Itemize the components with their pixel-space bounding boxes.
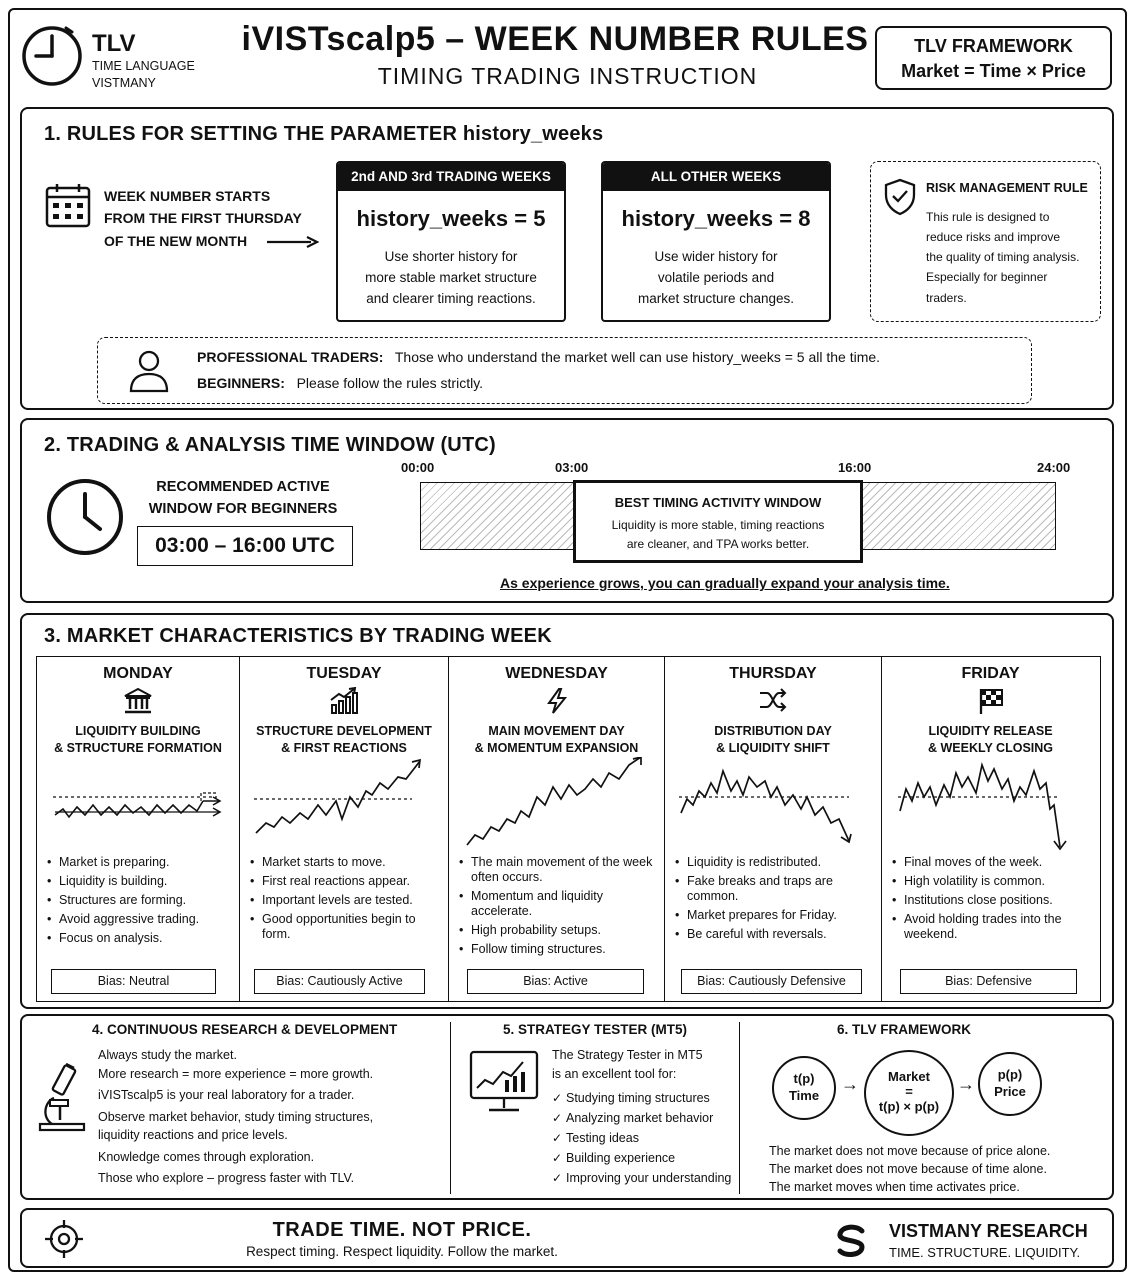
logo-line1: TIME LANGUAGE [92,59,195,73]
footer-subline: Respect timing. Respect liquidity. Follow the market. [246,1244,558,1259]
card-other-weeks-value: history_weeks = 8 [621,206,811,231]
day-points [47,855,233,946]
best-window-box [573,480,863,563]
week-start-line3: OF THE NEW MONTH [104,233,248,249]
shield-check-icon [883,178,917,216]
logo-abbr: TLV [92,30,136,57]
framework-line2: The market does not move because of time alone. [769,1162,1047,1176]
arrow-right-icon: → [841,1074,859,1094]
framework-badge-formula: Market = Time × Price [901,61,1086,81]
checklist-item: ✓ Studying timing structures [552,1088,731,1108]
risk-line4: Especially for beginner [926,270,1048,284]
bias-badge: Bias: Cautiously Defensive [681,969,862,994]
card-other-weeks [601,161,831,322]
market-circle [864,1050,954,1136]
research-line6: Knowledge comes through exploration. [98,1150,315,1164]
checklist-item: ✓ Analyzing market behavior [552,1108,731,1128]
day-points [459,855,658,957]
tester-intro2: is an excellent tool for: [552,1067,677,1081]
column-divider [739,1022,740,1194]
day-point: • High probability setups. [459,923,658,938]
price-circle-bottom: Price [994,1084,1026,1099]
day-point: • Liquidity is building. [47,874,233,889]
framework-badge-title: TLV FRAMEWORK [914,36,1073,56]
microscope-icon [36,1062,88,1134]
checklist-item: ✓ Testing ideas [552,1128,731,1148]
risk-line1: This rule is designed to [926,210,1050,224]
footer [20,1208,1114,1268]
price-chart-friday [894,757,1079,853]
day-point: • High volatility is common. [892,874,1093,889]
day-point: • Be careful with reversals. [675,927,875,942]
day-name: THURSDAY [729,665,817,682]
calendar-icon [44,182,92,230]
logo-line2: VISTMANY [92,76,156,90]
pro-traders-line [197,349,880,365]
market-circle-top: Market [888,1069,930,1084]
card-weeks-2-3-header: 2nd AND 3rd TRADING WEEKS [338,163,564,191]
beginners-text: Please follow the rules strictly. [296,375,484,391]
clock-logo-icon [20,24,84,88]
day-thursday [665,657,882,1001]
price-chart-monday [49,757,229,837]
framework-line1: The market does not move because of price alone. [769,1144,1051,1158]
day-point: • Follow timing structures. [459,942,658,957]
arrow-right-icon [265,235,319,249]
day-sub-line2: & LIQUIDITY SHIFT [716,741,830,755]
day-name: MONDAY [103,665,173,682]
beginners-label: BEGINNERS: [197,375,285,391]
best-window-line1: Liquidity is more stable, timing reactions [611,518,825,532]
week-start-line1: WEEK NUMBER STARTS [104,188,271,204]
day-point: • Avoid aggressive trading. [47,912,233,927]
day-friday [882,657,1099,1001]
card-weeks-2-3-value: history_weeks = 5 [356,206,546,231]
logo [20,22,210,94]
day-sub-line2: & STRUCTURE FORMATION [54,741,222,755]
day-sub-line2: & WEEKLY CLOSING [927,741,1054,755]
days-grid [36,656,1101,1002]
day-sub-line1: DISTRIBUTION DAY [714,724,832,738]
card-weeks-2-3-desc3: and clearer timing reactions. [366,291,536,306]
day-point: • Fake breaks and traps are common. [675,874,875,904]
brand-logo-icon [832,1222,870,1260]
risk-management-box [870,161,1101,322]
rec-window-line2: WINDOW FOR BEGINNERS [148,501,338,517]
day-point: • Avoid holding trades into the weekend. [892,912,1093,942]
column-divider [450,1022,451,1194]
growth-chart-icon [329,687,359,715]
bias-badge: Bias: Defensive [900,969,1077,994]
rec-window-value: 03:00 – 16:00 UTC [137,526,353,566]
research-line3: iVISTscalp5 is your real laboratory for a trader. [98,1088,355,1102]
day-wednesday [449,657,665,1001]
day-point: • Market is preparing. [47,855,233,870]
rec-window-line1: RECOMMENDED ACTIVE [156,479,330,495]
day-point: • Good opportunities begin to form. [250,912,442,942]
time-circle-bottom: Time [788,1088,820,1103]
research-line2: More research = more experience = more growth. [98,1067,374,1081]
section2-title: 2. TRADING & ANALYSIS TIME WINDOW (UTC) [44,434,496,456]
day-sub-line1: STRUCTURE DEVELOPMENT [256,724,432,738]
day-point: • First real reactions appear. [250,874,442,889]
section4-title: 4. CONTINUOUS RESEARCH & DEVELOPMENT [92,1022,398,1037]
checkered-flag-icon [977,687,1005,715]
page-subtitle: TIMING TRADING INSTRUCTION [377,63,758,89]
tester-intro1: The Strategy Tester in MT5 [552,1048,703,1062]
research-line7: Those who explore – progress faster with TLV. [98,1171,355,1185]
lightning-icon [545,687,569,715]
best-window-title: BEST TIMING ACTIVITY WINDOW [614,495,822,510]
tick-0300: 03:00 [555,460,589,475]
day-tuesday [240,657,449,1001]
bias-badge: Bias: Neutral [51,969,216,994]
experience-note: As experience grows, you can gradually expand your analysis time. [500,575,950,591]
card-other-weeks-desc1: Use wider history for [654,249,778,264]
market-circle-mid: = [905,1084,913,1099]
monitor-chart-icon [469,1050,539,1116]
day-monday [37,657,240,1001]
day-point: • Institutions close positions. [892,893,1093,908]
day-point: • Liquidity is redistributed. [675,855,875,870]
time-circle [772,1056,836,1120]
price-chart-tuesday [252,757,437,839]
market-circle-bottom: t(p) × p(p) [878,1099,940,1114]
brand-name: VISTMANY RESEARCH [889,1221,1088,1241]
section-history-weeks [20,107,1114,410]
card-other-weeks-desc2: volatile periods and [657,270,775,285]
day-sub-line1: LIQUIDITY RELEASE [928,724,1053,738]
clock-icon [44,476,126,558]
day-point: • Market starts to move. [250,855,442,870]
section-market-week [20,613,1114,1009]
price-circle [978,1052,1042,1116]
card-other-weeks-header: ALL OTHER WEEKS [603,163,829,191]
day-sub-line1: MAIN MOVEMENT DAY [488,724,625,738]
best-window-line2: are cleaner, and TPA works better. [626,537,810,551]
page-title: iVISTscalp5 – WEEK NUMBER RULES [241,20,869,58]
price-circle-top: p(p) [997,1067,1023,1082]
card-weeks-2-3 [336,161,566,322]
day-points [892,855,1093,942]
day-sub-line2: & MOMENTUM EXPANSION [474,741,639,755]
day-point: • Focus on analysis. [47,931,233,946]
section-time-window [20,418,1114,603]
pro-traders-label: PROFESSIONAL TRADERS: [197,349,384,365]
checklist-item: ✓ Improving your understanding [552,1168,731,1188]
bias-badge: Bias: Active [467,969,644,994]
risk-line5: traders. [926,291,967,305]
user-icon [128,349,170,393]
footer-slogan: TRADE TIME. NOT PRICE. [272,1219,532,1241]
day-name: WEDNESDAY [505,665,608,682]
pro-traders-text: Those who understand the market well can use history_weeks = 5 all the time. [394,349,881,365]
shuffle-icon [758,687,788,713]
tick-0000: 00:00 [401,460,435,475]
day-sub-line1: LIQUIDITY BUILDING [75,724,201,738]
day-point: • Market prepares for Friday. [675,908,875,923]
card-other-weeks-desc3: market structure changes. [637,291,795,306]
section3-title: 3. MARKET CHARACTERISTICS BY TRADING WEEK [44,625,552,647]
checklist-item: ✓ Building experience [552,1148,731,1168]
day-name: TUESDAY [306,665,382,682]
day-point: • Important levels are tested. [250,893,442,908]
traders-note [97,337,1032,404]
section-bottom-info [20,1014,1114,1200]
research-line1: Always study the market. [98,1048,237,1062]
day-point: • Momentum and liquidity accelerate. [459,889,658,919]
day-sub-line2: & FIRST REACTIONS [281,741,407,755]
day-name: FRIDAY [961,665,1020,682]
arrow-right-icon: → [957,1074,975,1094]
day-point: • Final moves of the week. [892,855,1093,870]
risk-line2: reduce risks and improve [926,230,1061,244]
card-weeks-2-3-desc1: Use shorter history for [384,249,518,264]
price-chart-wednesday [461,757,651,849]
day-point: • Structures are forming. [47,893,233,908]
day-points [250,855,442,942]
price-chart-thursday [677,757,862,847]
framework-line3: The market moves when time activates price. [769,1180,1020,1194]
tester-checklist [552,1088,731,1188]
beginners-line [197,375,483,391]
time-circle-top: t(p) [793,1071,815,1086]
risk-title: RISK MANAGEMENT RULE [926,181,1088,195]
day-points [675,855,875,942]
target-icon [44,1219,84,1259]
bank-icon [123,687,153,715]
tick-1600: 16:00 [838,460,872,475]
section6-title: 6. TLV FRAMEWORK [837,1022,971,1037]
tick-2400: 24:00 [1037,460,1071,475]
research-line5: liquidity reactions and price levels. [98,1128,288,1142]
card-weeks-2-3-desc2: more stable market structure [365,270,537,285]
framework-badge [875,26,1112,90]
week-start-line2: FROM THE FIRST THURSDAY [104,210,302,226]
section1-title: 1. RULES FOR SETTING THE PARAMETER history_weeks [44,123,604,145]
bias-badge: Bias: Cautiously Active [254,969,425,994]
risk-line3: the quality of timing analysis. [926,250,1080,264]
day-point: • The main movement of the week often occurs. [459,855,658,885]
section5-title: 5. STRATEGY TESTER (MT5) [503,1022,688,1037]
research-line4: Observe market behavior, study timing structures, [98,1110,374,1124]
brand-tagline: TIME. STRUCTURE. LIQUIDITY. [889,1245,1081,1260]
